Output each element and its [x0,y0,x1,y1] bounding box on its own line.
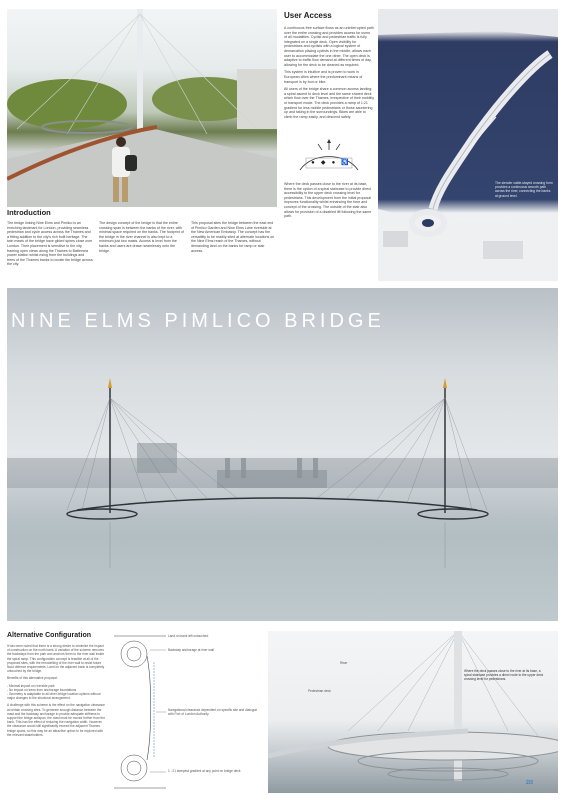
diagram-label-navigation: Navigational clearance dependent on specific site and dialogue with Port of London Authority [168,708,258,717]
alternative-paragraph-1: It has been noted that there is a strong desire to minimise the impact of construction on the north bank. A variation of the scheme removes the backstays from the park and anchors them to the river wall inside the spiral ramp. This configuration concept is feasible at all of the proposed sites, with the remodelling of the river wall to resist future flood defence requirements. Land on the adjacent bank is completely untouched by the bridge. [7,644,105,674]
spiral-ramp-caption: The slender cable-stayed crossing form provides a continuous smooth path across the river, connecting the banks at ground level. [495,181,553,198]
introduction-column-3: This proposal sites the bridge between the east end of Pimlico Garden and Nine Elms Lane riverside at the New American Embassy. The concept has the versatility to be readily sited at alternate locations on the Nine Elms reach of the Thames, without demanding land on the banks for ramp or stair access. [191,221,275,253]
introduction-title: Introduction [7,208,51,217]
spiral-stair-render [268,631,558,793]
alternative-paragraph-2: A challenge with this scheme is the effect on the navigation clearance at certain crossing sites. To generate enough distance between the mast and the backstay anchorage to provide adequate stiffness to support the bridge antispan, the mast must be moved further from the bank. This has the effect of reducing the navigation width. However, the clearance would still significantly exceed the adjacent Thames bridge spans, so this may be an attractive option to be explored with the relevant stakeholders. [7,703,105,737]
benefit-item-3: - Geometry is adaptable to all other bridge location options without major changes to the structural arrangement. [7,692,101,701]
spiral-ramp-illustration [378,9,558,281]
user-access-paragraph-3: All users of the bridge share a common access landing; a spiral ascent to deck level and the same shared deck which flow over the Thames, irrespective of their mobility or transport mode. The deck provides a ramp of 1:21 gradient for less mobile pedestrians or those sauntering up and taking in the surroundings. Bikes are able to climb the ramp easily, and descend safely. [284,87,375,119]
alternative-diagram [114,632,264,792]
bridge-walkway-illustration [7,9,277,207]
introduction-column-2: The design concept of the bridge is that the entire crossing span is between the banks of the river, with minimal space required on the banks. The footprint of the bridge in the river channel is also kept to a minimum just two masts. Access is level from the banks and users are drawn seamlessly onto the bridge. [99,221,184,253]
user-access-section [284,11,374,122]
introduction-column-1: The bridge linking Nine Elms and Pimlico is an enriching landmark for London, providing seamless pedestrian and cycle access across the Thames and a fitting addition to the city's rich built heritage. The twin masts of the bridge have gilded spires close over London. Their placement is sensitive to the city, framing open views along the Thames to Battersea power station whilst rising from the buildings and trees of the Thames banks to locate the bridge across the city. [7,221,93,267]
person-icon: ● [311,160,315,166]
wheelchair-icon: ♿ [341,160,349,166]
spiral-ramp-aerial [378,9,558,281]
diagram-label-top: Land on bank left untouched [168,634,209,638]
person-icon: ● [331,160,336,166]
diagram-label-backstay: Backstay anchorage at river wall [168,648,214,652]
spiral-stair-illustration [268,631,558,793]
benefits-title: Benefits of this alternative proposal: [7,676,58,681]
cyclist-icon: ◆ [320,160,326,166]
alternative-section [7,632,107,740]
top-left-photo [7,9,277,207]
user-access-paragraph-1: A continuous free surface flows as an uninterrupted path over the entire crossing and provides access for users of all modalities. Cyclist and pedestrian traffic is fully integrated on a single deck. Open visibility for pedestrians and cyclists with a logical system of demarcation placing cyclists in the middle, allows each user to accommodate the one other. The open deck is adaptive to traffic flow demand at different times of day, allowing for the deck to be cleaned as required. [284,26,374,67]
riser-label: Riser [340,661,348,665]
user-access-bottom-text: Where the deck passes close to the river at its base, there is the option of a spiral staircase to provide direct accessibility to the upper deck crossing level for pedestrians. This development from the initial proposal improves functionality whilst enhancing the form and concept of the crossing. The outside of the stair also allows for provision of a disabled lift following the same path. [284,182,372,219]
diagram-label-gradient: 1 : 21 steepest gradient at any point on bridge deck [168,769,241,773]
access-diagram [292,138,366,174]
bridge-render-illustration [7,288,558,621]
benefit-item-2: - No impact on trees from anchorage foundations [7,687,77,692]
banner-title: NINE ELMS PIMLICO BRIDGE [11,310,385,332]
page-number: 2/3 [526,780,533,786]
user-access-paragraph-2: This system is intuitive and is proven to work in European cities where the predominant means of transport is by foot or bike. [284,70,363,84]
introduction-section [7,208,277,267]
spiral-stair-caption: Where the deck passes close to the river at its base, a spiral staircase provides a direct route to the upper deck crossing level for pedestrians. [464,669,544,682]
benefit-item-1: - Minimal impact on riverside park [7,683,55,688]
user-access-title: User Access [284,11,332,20]
pedestrian-deck-label: Pedestrian deck [308,689,331,693]
main-render [7,288,558,621]
alternative-title: Alternative Configuration [7,632,92,639]
access-diagram-graphic [292,138,366,174]
